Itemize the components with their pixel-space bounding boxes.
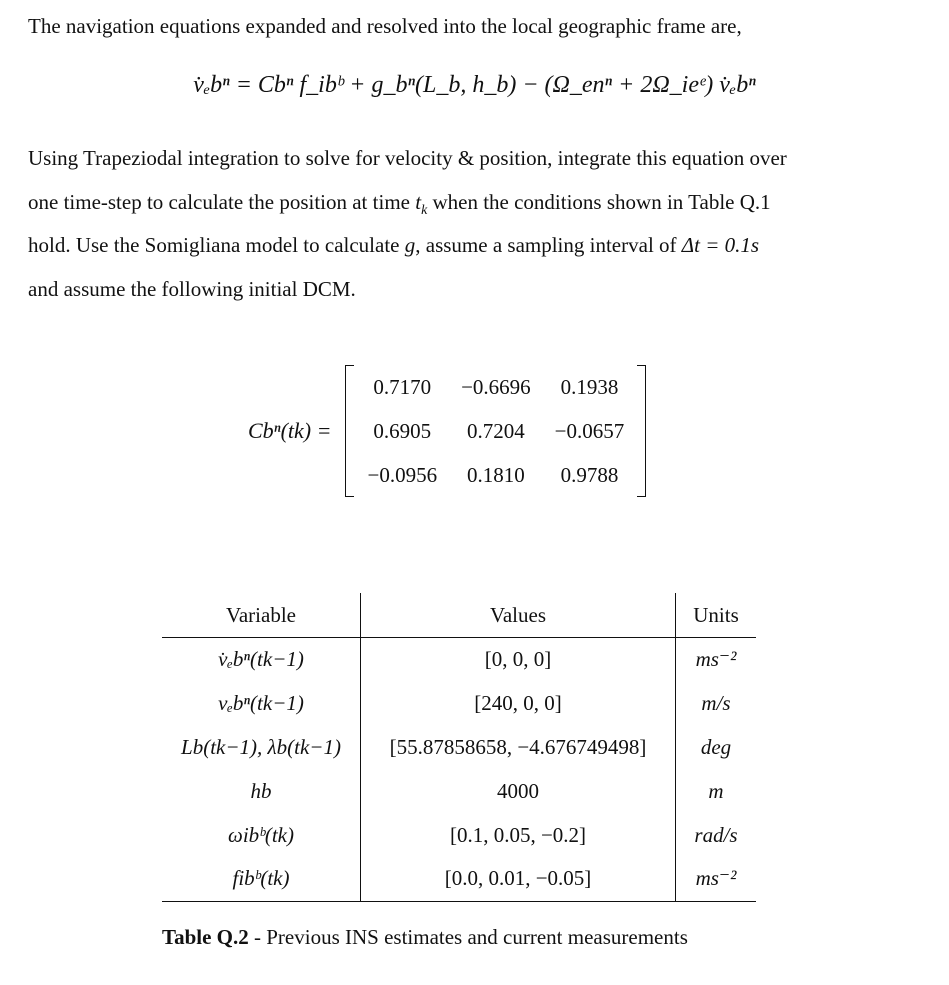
dcm-cell: 0.6905 bbox=[373, 418, 432, 443]
dcm-cell: 0.1810 bbox=[467, 462, 525, 487]
dcm-cell: 0.1938 bbox=[560, 374, 619, 399]
dcm-row bbox=[355, 409, 636, 453]
instructions-paragraph bbox=[28, 137, 908, 311]
dcm-row bbox=[355, 365, 636, 409]
instructions-line-1: Using Trapeziodal integration to solve for velocity & position, integrate this equation over bbox=[28, 146, 787, 170]
dcm-cell: −0.0657 bbox=[554, 418, 625, 443]
dcm-cell: 0.7204 bbox=[467, 418, 525, 443]
dcm-cell: 0.7170 bbox=[373, 374, 432, 399]
dcm-cell: −0.0956 bbox=[367, 462, 438, 487]
initial-dcm bbox=[248, 365, 646, 497]
dcm-label: Cbⁿ(tk) = bbox=[248, 418, 332, 443]
intro-paragraph bbox=[28, 5, 908, 49]
sampling-interval: Δt = 0.1s bbox=[681, 233, 760, 257]
caption-text: - Previous INS estimates and current measurements bbox=[248, 925, 688, 949]
dcm-matrix bbox=[345, 365, 646, 497]
navigation-equation: v̇ₑbⁿ = Cbⁿ f_ibᵇ + g_bⁿ(L_b, h_b) − (Ω_enⁿ + 2Ω_ieᵉ) v̇ₑbⁿ bbox=[193, 72, 756, 98]
table-row: Lb(tk−1), λb(tk−1) [55.87858658, −4.676749498] deg bbox=[162, 726, 756, 770]
table-row: v̇ₑbⁿ(tk−1) [0, 0, 0] ms⁻² bbox=[162, 638, 756, 682]
header-variable: Variable bbox=[226, 602, 296, 627]
time-variable: $t_k$ bbox=[415, 189, 428, 217]
conditions-table bbox=[162, 593, 756, 902]
table-row: vₑbⁿ(tk−1) [240, 0, 0] m/s bbox=[162, 682, 756, 726]
dcm-cell: 0.9788 bbox=[560, 462, 619, 487]
dcm-cell: −0.6696 bbox=[461, 374, 531, 399]
table-caption bbox=[162, 925, 688, 950]
table-header-row bbox=[162, 593, 756, 638]
dcm-row bbox=[355, 453, 636, 497]
table-row: fibᵇ(tk) [0.0, 0.01, −0.05] ms⁻² bbox=[162, 857, 756, 901]
header-values: Values bbox=[361, 593, 676, 638]
instructions-line-3: hold. Use the Somigliana model to calculate g, assume a sampling interval of Δt = 0.1s bbox=[28, 233, 760, 257]
intro-text: The navigation equations expanded and resolved into the local geographic frame are, bbox=[28, 14, 742, 38]
header-units: Units bbox=[693, 602, 739, 627]
table-row: hb 4000 m bbox=[162, 769, 756, 813]
instructions-line-2: one time-step to calculate the position at time $t_k$ when the conditions shown in Table Q.1 bbox=[28, 189, 771, 217]
instructions-line-4: and assume the following initial DCM. bbox=[28, 276, 356, 301]
caption-label: Table Q.2 bbox=[162, 925, 249, 949]
gravity-variable: g bbox=[404, 233, 416, 257]
table-row: ωibᵇ(tk) [0.1, 0.05, −0.2] rad/s bbox=[162, 813, 756, 857]
